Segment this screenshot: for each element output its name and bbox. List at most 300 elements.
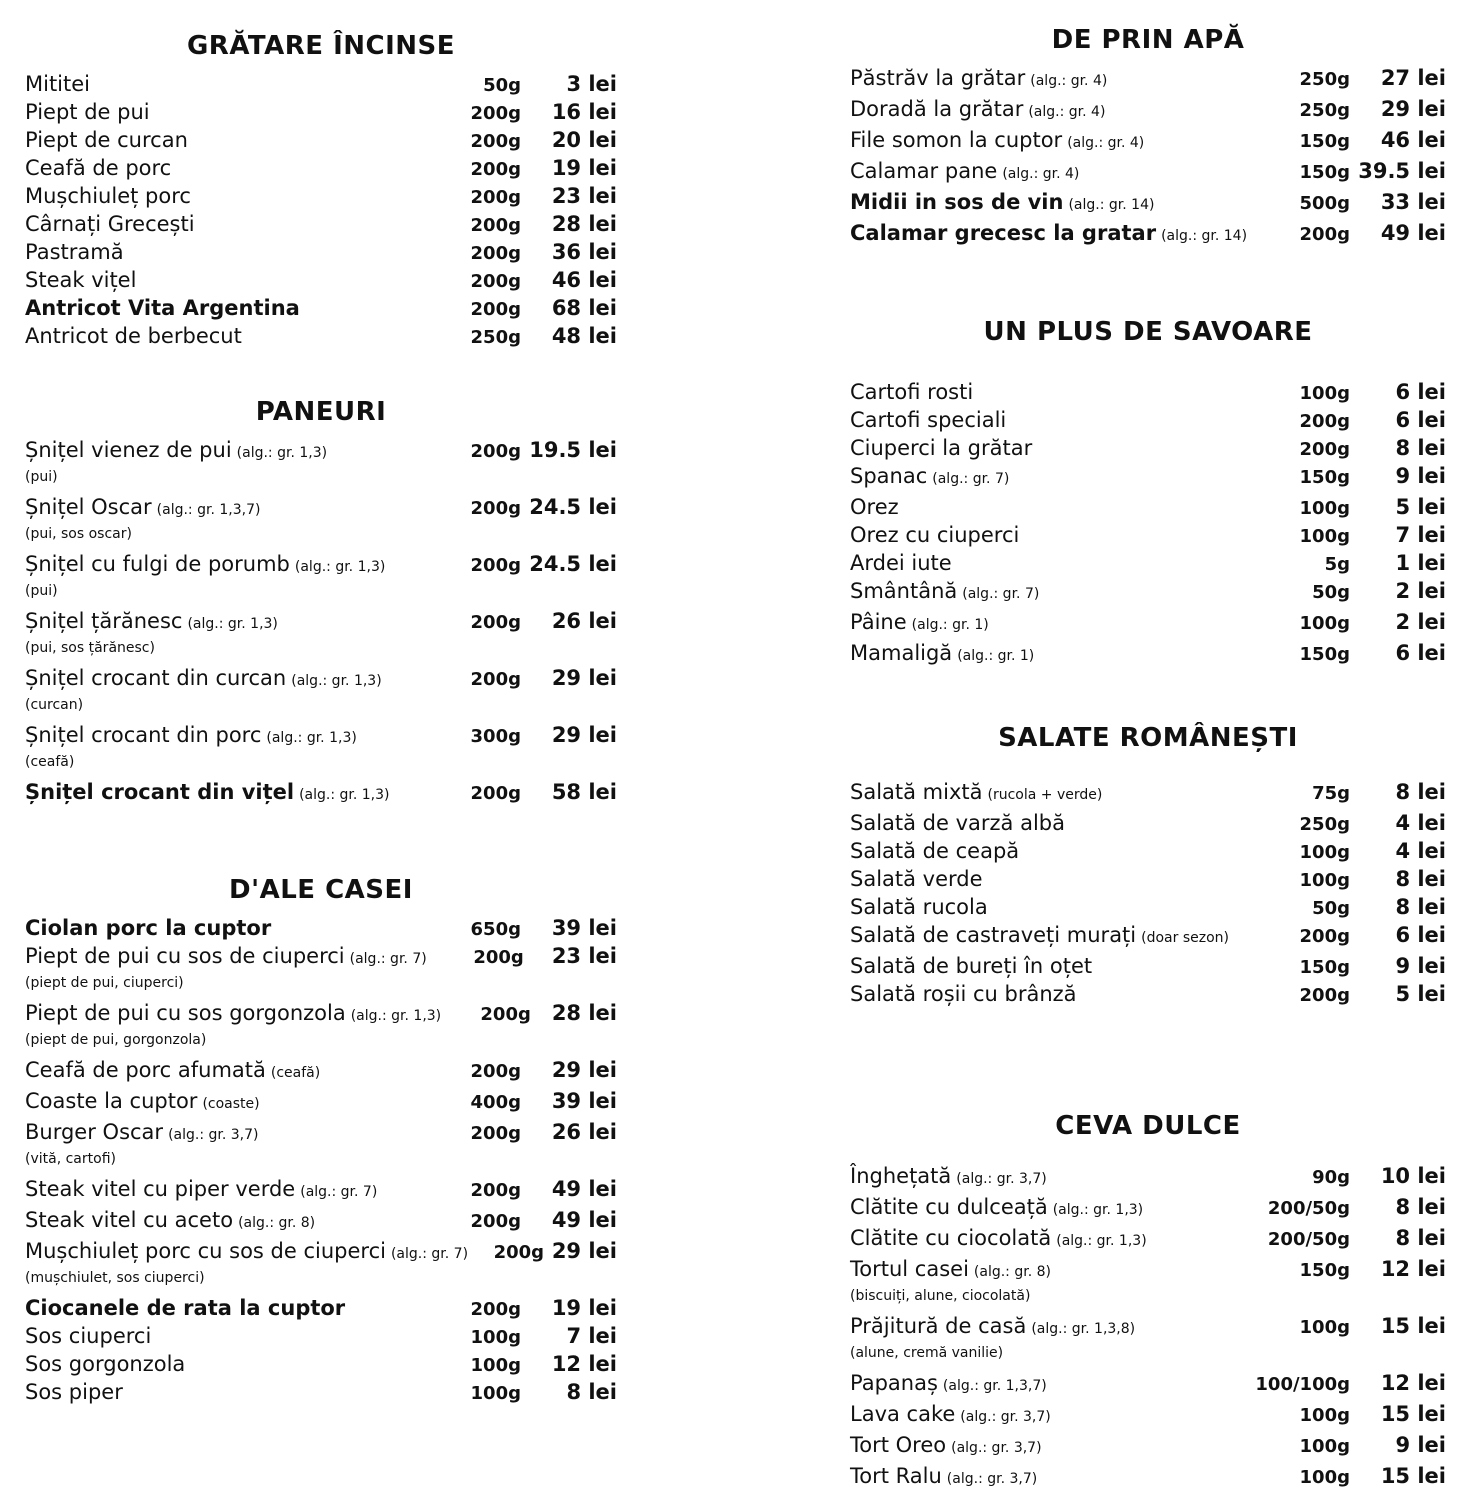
menu-item (25, 70, 617, 98)
item-allergens: (alg.: gr. 7) (300, 1184, 378, 1200)
item-allergens: (alg.: gr. 1,3,8) (1031, 1321, 1136, 1337)
item-allergens: (alg.: gr. 8) (973, 1264, 1051, 1280)
item-name: Ardei iute (850, 551, 952, 575)
item-price: 2 lei (1395, 610, 1446, 634)
item-price: 23 lei (551, 944, 617, 968)
section-title: CEVA DULCE (1055, 1111, 1241, 1141)
item-price: 2 lei (1395, 579, 1446, 603)
item-allergens: (alg.: gr. 4) (1002, 166, 1080, 182)
item-weight: 50g (1312, 898, 1350, 919)
item-price: 8 lei (1395, 780, 1446, 804)
menu-item (850, 1312, 1446, 1363)
item-name: Salată de castraveți murați (doar sezon) (850, 923, 1229, 947)
menu-item (25, 322, 617, 350)
item-allergens: (alg.: gr. 1,3) (294, 559, 386, 575)
item-price: 8 lei (566, 1380, 617, 1404)
menu-item (850, 378, 1446, 406)
item-price: 10 lei (1380, 1164, 1446, 1188)
menu-item (25, 664, 617, 715)
menu-item (850, 809, 1446, 837)
item-price: 8 lei (1395, 867, 1446, 891)
menu-item (850, 1462, 1446, 1493)
item-weight: 200g (470, 498, 521, 519)
item-name: Șnițel crocant din porc (alg.: gr. 1,3) (25, 723, 357, 747)
item-weight: 90g (1312, 1167, 1350, 1188)
item-description: (piept de pui, gorgonzola) (25, 1032, 207, 1048)
item-price: 33 lei (1380, 190, 1446, 214)
menu-item (850, 980, 1446, 1008)
menu-item (850, 434, 1446, 462)
item-price: 7 lei (1395, 523, 1446, 547)
item-weight: 150g (1299, 957, 1350, 978)
item-price: 9 lei (1395, 464, 1446, 488)
item-name: Prăjitură de casă (alg.: gr. 1,3,8) (850, 1314, 1136, 1338)
item-name: Steak vițel (25, 268, 137, 292)
menu-item (25, 942, 617, 993)
item-weight: 200g (470, 612, 521, 633)
item-name: Antricot Vita Argentina (25, 296, 300, 320)
item-weight: 100g (1299, 498, 1350, 519)
item-price: 5 lei (1395, 982, 1446, 1006)
menu-item (25, 493, 617, 544)
item-name: Orez cu ciuperci (850, 523, 1020, 547)
menu-item (850, 1193, 1446, 1224)
item-description: (curcan) (25, 697, 84, 713)
menu-item (25, 238, 617, 266)
menu-item (850, 521, 1446, 549)
item-weight: 250g (470, 327, 521, 348)
item-weight: 400g (470, 1092, 521, 1113)
item-price: 3 lei (566, 72, 617, 96)
section-items (25, 914, 617, 1406)
item-name: Burger Oscar (alg.: gr. 3,7) (25, 1120, 259, 1144)
item-weight: 200g (470, 441, 521, 462)
item-description: (pui, sos oscar) (25, 526, 132, 542)
item-price: 49 lei (1380, 221, 1446, 245)
menu-item (850, 865, 1446, 893)
item-price: 39.5 lei (1358, 159, 1446, 183)
item-name: Sos gorgonzola (25, 1352, 186, 1376)
item-name: Clătite cu ciocolată (alg.: gr. 1,3) (850, 1226, 1147, 1250)
item-weight: 200g (470, 669, 521, 690)
item-weight: 200g (493, 1242, 545, 1263)
item-name: Calamar pane (alg.: gr. 4) (850, 159, 1080, 183)
item-weight: 200g (473, 947, 524, 968)
item-name: Coaste la cuptor (coaste) (25, 1089, 260, 1113)
item-description: (mușchiulet, sos ciuperci) (25, 1270, 205, 1286)
item-price: 6 lei (1395, 408, 1446, 432)
item-allergens: (alg.: gr. 1,3) (266, 730, 357, 746)
item-name: Cârnați Grecești (25, 212, 195, 236)
item-name: Tortul casei (alg.: gr. 8) (850, 1257, 1051, 1281)
item-name: Salată mixtă (rucola + verde) (850, 780, 1103, 804)
item-weight: 200g (470, 159, 521, 180)
item-name: Mamaligă (alg.: gr. 1) (850, 641, 1035, 665)
item-weight: 100g (470, 1383, 521, 1404)
section-savoare (850, 316, 1446, 670)
item-weight: 200g (470, 555, 521, 576)
section-title: PANEURI (255, 397, 387, 427)
item-name: Ciocanele de rata la cuptor (25, 1296, 346, 1320)
menu-item (850, 577, 1446, 608)
item-price: 49 lei (551, 1208, 617, 1232)
item-price: 19.5 lei (529, 438, 617, 462)
item-weight: 250g (1299, 69, 1350, 90)
item-price: 6 lei (1395, 923, 1446, 947)
item-price: 19 lei (551, 156, 617, 180)
item-allergens: (alg.: gr. 1) (957, 648, 1035, 664)
item-price: 29 lei (551, 1239, 617, 1263)
item-price: 23 lei (551, 184, 617, 208)
item-weight: 5g (1324, 554, 1350, 575)
item-weight: 100g (1299, 1467, 1350, 1488)
menu-item (850, 157, 1446, 188)
item-price: 39 lei (551, 1089, 617, 1113)
item-price: 8 lei (1395, 1195, 1446, 1219)
menu-item (25, 607, 617, 658)
item-weight: 50g (483, 75, 521, 96)
item-price: 68 lei (551, 296, 617, 320)
item-allergens: (alg.: gr. 1,3) (1056, 1233, 1147, 1249)
section-salate (850, 722, 1446, 1008)
menu-item (25, 914, 617, 942)
item-price: 5 lei (1395, 495, 1446, 519)
item-allergens: (alg.: gr. 1,3) (236, 445, 328, 461)
item-name: Salată rucola (850, 895, 988, 919)
section-dulce (850, 1110, 1446, 1493)
item-price: 12 lei (1380, 1371, 1446, 1395)
item-price: 15 lei (1380, 1314, 1446, 1338)
menu-item (25, 721, 617, 772)
item-name: Midii in sos de vin (alg.: gr. 14) (850, 190, 1155, 214)
item-name: Steak vitel cu piper verde (alg.: gr. 7) (25, 1177, 378, 1201)
menu-item (25, 294, 617, 322)
item-name: Piept de curcan (25, 128, 188, 152)
item-description: (pui) (25, 469, 58, 485)
item-name: Pastramă (25, 240, 124, 264)
item-price: 36 lei (551, 240, 617, 264)
item-weight: 500g (1299, 193, 1350, 214)
item-weight: 100g (1299, 1436, 1350, 1457)
item-name: Sos piper (25, 1380, 123, 1404)
item-weight: 100g (470, 1327, 521, 1348)
item-name: Doradă la grătar (alg.: gr. 4) (850, 97, 1106, 121)
menu-item (850, 219, 1446, 250)
item-weight: 200g (470, 1299, 521, 1320)
menu-item (850, 1431, 1446, 1462)
item-name: Orez (850, 495, 899, 519)
section-title: D'ALE CASEI (229, 875, 413, 905)
item-weight: 200g (470, 215, 521, 236)
item-name: Mititei (25, 72, 91, 96)
item-weight: 200g (470, 1211, 521, 1232)
item-weight: 200/50g (1267, 1198, 1350, 1219)
item-description: (biscuiți, alune, ciocolată) (850, 1288, 1031, 1304)
menu-item (850, 126, 1446, 157)
item-price: 15 lei (1380, 1402, 1446, 1426)
item-allergens: (alg.: gr. 1,3) (299, 787, 390, 803)
item-allergens: (alg.: gr. 3,7) (951, 1440, 1042, 1456)
menu-item (850, 1224, 1446, 1255)
item-allergens: (alg.: gr. 7) (932, 471, 1010, 487)
item-price: 4 lei (1395, 839, 1446, 863)
section-title: SALATE ROMÂNEȘTI (998, 723, 1298, 753)
menu-item (850, 64, 1446, 95)
menu-item (25, 1322, 617, 1350)
item-price: 46 lei (551, 268, 617, 292)
item-price: 16 lei (551, 100, 617, 124)
menu-item (25, 1206, 617, 1237)
item-price: 12 lei (1380, 1257, 1446, 1281)
item-price: 48 lei (551, 324, 617, 348)
menu-item (25, 1378, 617, 1406)
item-weight: 200g (470, 1123, 521, 1144)
section-dale-casei (25, 874, 617, 1406)
item-name: Ceafă de porc afumată (ceafă) (25, 1058, 321, 1082)
item-weight: 100/100g (1255, 1374, 1350, 1395)
section-title: DE PRIN APĂ (1051, 25, 1245, 55)
item-weight: 200g (1299, 224, 1350, 245)
item-name: Șnițel țărănesc (alg.: gr. 1,3) (25, 609, 278, 633)
item-weight: 100g (1299, 870, 1350, 891)
item-allergens: (alg.: gr. 14) (1068, 197, 1155, 213)
section-items (850, 778, 1446, 1008)
item-allergens: (alg.: gr. 1,3) (1052, 1202, 1144, 1218)
item-name: Salată de bureți în oțet (850, 954, 1093, 978)
item-description: (pui) (25, 583, 58, 599)
item-name: Papanaș (alg.: gr. 1,3,7) (850, 1371, 1047, 1395)
menu-item (25, 778, 617, 809)
section-items (850, 64, 1446, 250)
item-description: (piept de pui, ciuperci) (25, 975, 184, 991)
menu-item (25, 98, 617, 126)
item-description: (ceafă) (25, 754, 75, 770)
item-name: Sos ciuperci (25, 1324, 152, 1348)
menu-item (850, 1255, 1446, 1306)
item-name: Piept de pui (25, 100, 150, 124)
item-price: 20 lei (551, 128, 617, 152)
item-price: 28 lei (551, 1001, 617, 1025)
menu-item (25, 436, 617, 487)
item-weight: 100g (1299, 1317, 1350, 1338)
item-allergens: (alg.: gr. 1) (911, 617, 989, 633)
item-price: 39 lei (551, 916, 617, 940)
item-name: Clătite cu dulceață (alg.: gr. 1,3) (850, 1195, 1144, 1219)
menu-item (850, 462, 1446, 493)
item-price: 9 lei (1395, 954, 1446, 978)
menu-item (25, 266, 617, 294)
item-allergens: (alg.: gr. 1,3) (291, 673, 382, 689)
menu-item (850, 95, 1446, 126)
item-price: 29 lei (551, 1058, 617, 1082)
menu-item (25, 126, 617, 154)
item-allergens: (doar sezon) (1141, 930, 1229, 946)
menu-item (850, 188, 1446, 219)
item-allergens: (alg.: gr. 3,7) (960, 1409, 1051, 1425)
menu-item (850, 952, 1446, 980)
item-price: 24.5 lei (529, 495, 617, 519)
section-de-prin-apa (850, 24, 1446, 250)
menu-item (25, 999, 617, 1050)
item-allergens: (alg.: gr. 1,3) (350, 1008, 442, 1024)
item-allergens: (alg.: gr. 4) (1028, 104, 1106, 120)
item-name: Mușchiuleț porc cu sos de ciuperci (alg.: gr. 7) (25, 1239, 469, 1263)
menu-item (850, 921, 1446, 952)
item-weight: 200g (470, 299, 521, 320)
item-name: Șnițel vienez de pui (alg.: gr. 1,3) (25, 438, 328, 462)
item-weight: 150g (1299, 162, 1350, 183)
section-title: UN PLUS DE SAVOARE (983, 317, 1313, 347)
item-weight: 200g (480, 1004, 531, 1025)
item-name: Steak vitel cu aceto (alg.: gr. 8) (25, 1208, 316, 1232)
item-price: 8 lei (1395, 1226, 1446, 1250)
menu-item (850, 837, 1446, 865)
item-name: Șnițel crocant din curcan (alg.: gr. 1,3) (25, 666, 382, 690)
item-allergens: (alg.: gr. 7) (390, 1246, 469, 1262)
item-name: Piept de pui cu sos gorgonzola (alg.: gr. 1,3) (25, 1001, 442, 1025)
item-weight: 150g (1299, 131, 1350, 152)
item-name: Cartofi rosti (850, 380, 974, 404)
item-price: 58 lei (551, 780, 617, 804)
section-gratare (25, 30, 617, 350)
item-weight: 200g (1299, 439, 1350, 460)
item-allergens: (alg.: gr. 3,7) (946, 1471, 1038, 1487)
menu-item (25, 550, 617, 601)
item-weight: 200g (470, 103, 521, 124)
item-weight: 200g (470, 131, 521, 152)
item-allergens: (alg.: gr. 1,3,7) (942, 1378, 1047, 1394)
menu-item (25, 1118, 617, 1169)
menu-item (25, 1350, 617, 1378)
item-weight: 200g (470, 243, 521, 264)
item-name: Înghețată (alg.: gr. 3,7) (850, 1164, 1047, 1188)
item-price: 1 lei (1395, 551, 1446, 575)
item-weight: 200g (470, 1061, 521, 1082)
item-allergens: (alg.: gr. 1,3) (187, 616, 278, 632)
section-items (850, 378, 1446, 670)
item-allergens: (alg.: gr. 1,3,7) (156, 502, 261, 518)
item-name: Șnițel cu fulgi de porumb (alg.: gr. 1,3) (25, 552, 386, 576)
item-name: Piept de pui cu sos de ciuperci (alg.: gr. 7) (25, 944, 427, 968)
item-name: File somon la cuptor (alg.: gr. 4) (850, 128, 1145, 152)
section-paneuri (25, 396, 617, 809)
item-weight: 200g (470, 783, 521, 804)
item-weight: 200g (470, 271, 521, 292)
menu-item (850, 406, 1446, 434)
item-price: 27 lei (1380, 66, 1446, 90)
item-weight: 100g (1299, 526, 1350, 547)
item-name: Mușchiuleț porc (25, 184, 191, 208)
menu-item (25, 1237, 617, 1288)
item-price: 49 lei (551, 1177, 617, 1201)
item-weight: 100g (1299, 613, 1350, 634)
menu-item (25, 210, 617, 238)
item-allergens: (alg.: gr. 8) (238, 1215, 316, 1231)
item-name: Lava cake (alg.: gr. 3,7) (850, 1402, 1051, 1426)
item-name: Salată verde (850, 867, 983, 891)
item-weight: 150g (1299, 644, 1350, 665)
item-name: Salată de ceapă (850, 839, 1020, 863)
item-price: 6 lei (1395, 641, 1446, 665)
item-allergens: (alg.: gr. 14) (1161, 228, 1248, 244)
section-items (25, 436, 617, 809)
item-weight: 200g (470, 187, 521, 208)
item-weight: 200g (1299, 985, 1350, 1006)
item-weight: 200g (1299, 926, 1350, 947)
menu-item (850, 549, 1446, 577)
item-weight: 100g (1299, 383, 1350, 404)
menu-item (850, 893, 1446, 921)
item-allergens: (alg.: gr. 4) (1030, 73, 1108, 89)
item-weight: 250g (1299, 814, 1350, 835)
item-name: Spanac (alg.: gr. 7) (850, 464, 1010, 488)
item-weight: 100g (1299, 1405, 1350, 1426)
item-price: 24.5 lei (529, 552, 617, 576)
menu-item (25, 1087, 617, 1118)
item-price: 8 lei (1395, 895, 1446, 919)
item-name: Șnițel Oscar (alg.: gr. 1,3,7) (25, 495, 261, 519)
menu-item (850, 493, 1446, 521)
item-name: Salată de varză albă (850, 811, 1066, 835)
menu-item (850, 639, 1446, 670)
menu-item (25, 1056, 617, 1087)
item-allergens: (alg.: gr. 3,7) (168, 1127, 259, 1143)
item-weight: 200/50g (1267, 1229, 1350, 1250)
item-price: 6 lei (1395, 380, 1446, 404)
item-name: Ciolan porc la cuptor (25, 916, 272, 940)
item-name: Smântână (alg.: gr. 7) (850, 579, 1040, 603)
item-price: 46 lei (1380, 128, 1446, 152)
menu-item (850, 1162, 1446, 1193)
menu-item (25, 154, 617, 182)
item-price: 29 lei (551, 723, 617, 747)
item-weight: 100g (1299, 842, 1350, 863)
item-price: 26 lei (551, 609, 617, 633)
menu-item (850, 1369, 1446, 1400)
menu-item (25, 1294, 617, 1322)
item-name: Pâine (alg.: gr. 1) (850, 610, 989, 634)
item-price: 9 lei (1395, 1433, 1446, 1457)
item-weight: 300g (470, 726, 521, 747)
item-price: 4 lei (1395, 811, 1446, 835)
item-weight: 150g (1299, 1260, 1350, 1281)
item-allergens: (alg.: gr. 7) (349, 951, 427, 967)
item-name: Tort Ralu (alg.: gr. 3,7) (850, 1464, 1038, 1488)
item-description: (vită, cartofi) (25, 1151, 116, 1167)
item-name: Calamar grecesc la gratar (alg.: gr. 14) (850, 221, 1248, 245)
item-allergens: (coaste) (202, 1096, 260, 1112)
item-price: 28 lei (551, 212, 617, 236)
item-allergens: (alg.: gr. 3,7) (956, 1171, 1047, 1187)
menu-item (25, 1175, 617, 1206)
item-name: Șnițel crocant din vițel (alg.: gr. 1,3) (25, 780, 390, 804)
item-name: Tort Oreo (alg.: gr. 3,7) (850, 1433, 1042, 1457)
item-price: 7 lei (566, 1324, 617, 1348)
section-items (850, 1162, 1446, 1493)
item-weight: 100g (470, 1355, 521, 1376)
item-weight: 150g (1299, 467, 1350, 488)
item-price: 15 lei (1380, 1464, 1446, 1488)
item-price: 26 lei (551, 1120, 617, 1144)
item-name: Ceafă de porc (25, 156, 172, 180)
menu-item (850, 778, 1446, 809)
item-weight: 200g (1299, 411, 1350, 432)
section-title: GRĂTARE ÎNCINSE (186, 31, 456, 61)
item-weight: 200g (470, 1180, 521, 1201)
item-description: (alune, cremă vanilie) (850, 1345, 1004, 1361)
item-allergens: (rucola + verde) (987, 787, 1103, 803)
item-price: 29 lei (551, 666, 617, 690)
